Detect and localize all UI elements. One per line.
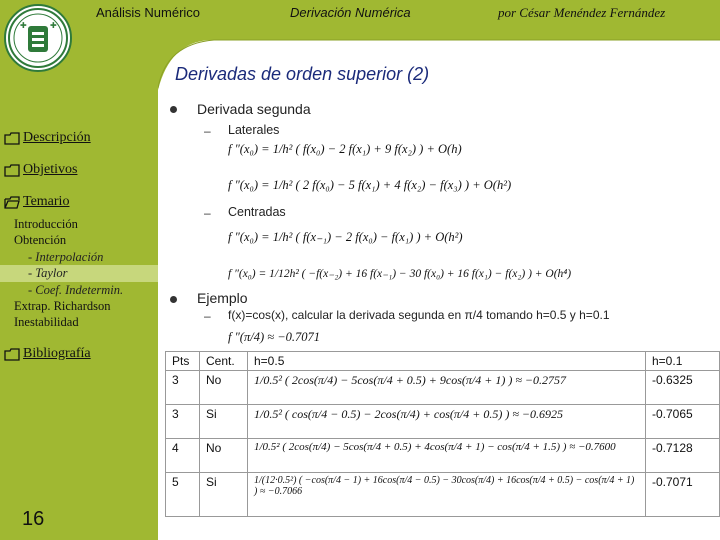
- header-pts: Pts: [166, 352, 200, 371]
- nav-item-temario[interactable]: [4, 194, 69, 210]
- bullet-icon: [170, 106, 177, 113]
- submenu-item-taylor[interactable]: - Taylor: [0, 265, 158, 281]
- folder-icon: [4, 348, 20, 361]
- subhead-centradas: Centradas: [228, 205, 286, 219]
- example-statement: f(x)=cos(x), calcular la derivada segunda en π/4 tomando h=0.5 y h=0.1: [228, 308, 610, 322]
- nav-label: Temario: [23, 194, 70, 209]
- cell-cent: No: [200, 439, 248, 473]
- equation-lateral-2: f ″(x₀) = 1/h² ( 2 f(x₀) − 5 f(x₁) + 4 f(x₂) − f(x₃) ) + O(h²): [228, 178, 512, 192]
- equation-centrada-2: f ″(x₀) = 1/12h² ( −f(x₋₂) + 16 f(x₋₁) − 30 f(x₀) + 16 f(x₁) − f(x₂) ) + O(h⁴): [228, 268, 572, 280]
- cell-pts: 4: [166, 439, 200, 473]
- dash-icon: –: [204, 206, 211, 220]
- dash-icon: –: [204, 309, 211, 323]
- equation-lateral-1: f ″(x₀) = 1/h² ( f(x₀) − 2 f(x₁) + 9 f(x₂) ) + O(h): [228, 142, 462, 156]
- logo-emblem-icon: [6, 6, 70, 70]
- equation-centrada-1: f ″(x₀) = 1/h² ( f(x₋₁) − 2 f(x₀) − f(x₁) ) + O(h²): [228, 230, 463, 244]
- bullet-derivada-segunda: Derivada segunda: [197, 101, 311, 117]
- cell-pts: 5: [166, 473, 200, 517]
- submenu-item-obtencion[interactable]: Obtención: [14, 233, 67, 248]
- nav-item-objetivos[interactable]: [4, 162, 77, 178]
- equation-exact-value: f ″(π/4) ≈ −0.7071: [228, 330, 321, 344]
- nav-label: Bibliografía: [23, 346, 91, 361]
- university-logo: [4, 4, 72, 72]
- cell-formula: 1/0.5² ( 2cos(π/4) − 5cos(π/4 + 0.5) + 4cos(π/4 + 1) − cos(π/4 + 1.5) ) ≈ −0.7600: [248, 439, 646, 473]
- cell-value: -0.7128: [646, 439, 720, 473]
- table-row: [166, 405, 720, 439]
- sidebar: [0, 0, 158, 540]
- cell-cent: No: [200, 371, 248, 405]
- header-course: Análisis Numérico: [96, 5, 201, 20]
- cell-pts: 3: [166, 371, 200, 405]
- svg-text:✚: ✚: [20, 21, 27, 30]
- submenu-item-coef-indetermin[interactable]: - Coef. Indetermin.: [28, 282, 124, 297]
- nav-label: Objetivos: [23, 162, 78, 177]
- cell-value: -0.6325: [646, 371, 720, 405]
- page-number: 16: [22, 508, 45, 530]
- cell-cent: Si: [200, 473, 248, 517]
- header-cent: Cent.: [200, 352, 248, 371]
- svg-text:✚: ✚: [50, 21, 57, 30]
- subhead-laterales: Laterales: [228, 123, 280, 137]
- cell-value: -0.7065: [646, 405, 720, 439]
- table-row: [166, 439, 720, 473]
- submenu-item-inestabilidad[interactable]: Inestabilidad: [14, 315, 79, 330]
- table-row: [166, 371, 720, 405]
- folder-icon: [4, 132, 20, 145]
- results-table: [165, 351, 720, 517]
- submenu-item-interpolacion[interactable]: - Interpolación: [28, 249, 104, 264]
- nav-item-bibliografia[interactable]: [4, 346, 91, 362]
- cell-formula: 1/0.5² ( 2cos(π/4) − 5cos(π/4 + 0.5) + 9cos(π/4 + 1) ) ≈ −0.2757: [248, 371, 646, 405]
- submenu-item-introduccion[interactable]: Introducción: [14, 217, 78, 231]
- cell-cent: Si: [200, 405, 248, 439]
- dash-icon: –: [204, 124, 211, 138]
- bullet-icon: [170, 296, 177, 303]
- nav-item-descripcion[interactable]: [4, 130, 91, 146]
- page-title: Derivadas de orden superior (2): [175, 64, 430, 84]
- table-row: [166, 473, 720, 517]
- header-h01: h=0.1: [646, 352, 720, 371]
- table-header-row: [166, 352, 720, 371]
- open-folder-icon: [4, 196, 20, 209]
- header-h05: h=0.5: [248, 352, 646, 371]
- submenu-item-extrap-richardson[interactable]: Extrap. Richardson: [14, 299, 111, 314]
- bullet-ejemplo: Ejemplo: [197, 290, 248, 306]
- nav-label: Descripción: [23, 130, 91, 145]
- folder-icon: [4, 164, 20, 177]
- header-topic: Derivación Numérica: [290, 5, 411, 20]
- cell-formula: 1/0.5² ( cos(π/4 − 0.5) − 2cos(π/4) + cos(π/4 + 0.5) ) ≈ −0.6925: [248, 405, 646, 439]
- cell-pts: 3: [166, 405, 200, 439]
- cell-formula: 1/(12·0.5²) ( −cos(π/4 − 1) + 16cos(π/4 − 0.5) − 30cos(π/4) + 16cos(π/4 + 0.5) − cos(π/4 + 1) ) ≈ −0.7066: [248, 473, 646, 517]
- temario-submenu: [14, 216, 158, 331]
- header-author: por César Menéndez Fernández: [498, 5, 666, 20]
- cell-value: -0.7071: [646, 473, 720, 517]
